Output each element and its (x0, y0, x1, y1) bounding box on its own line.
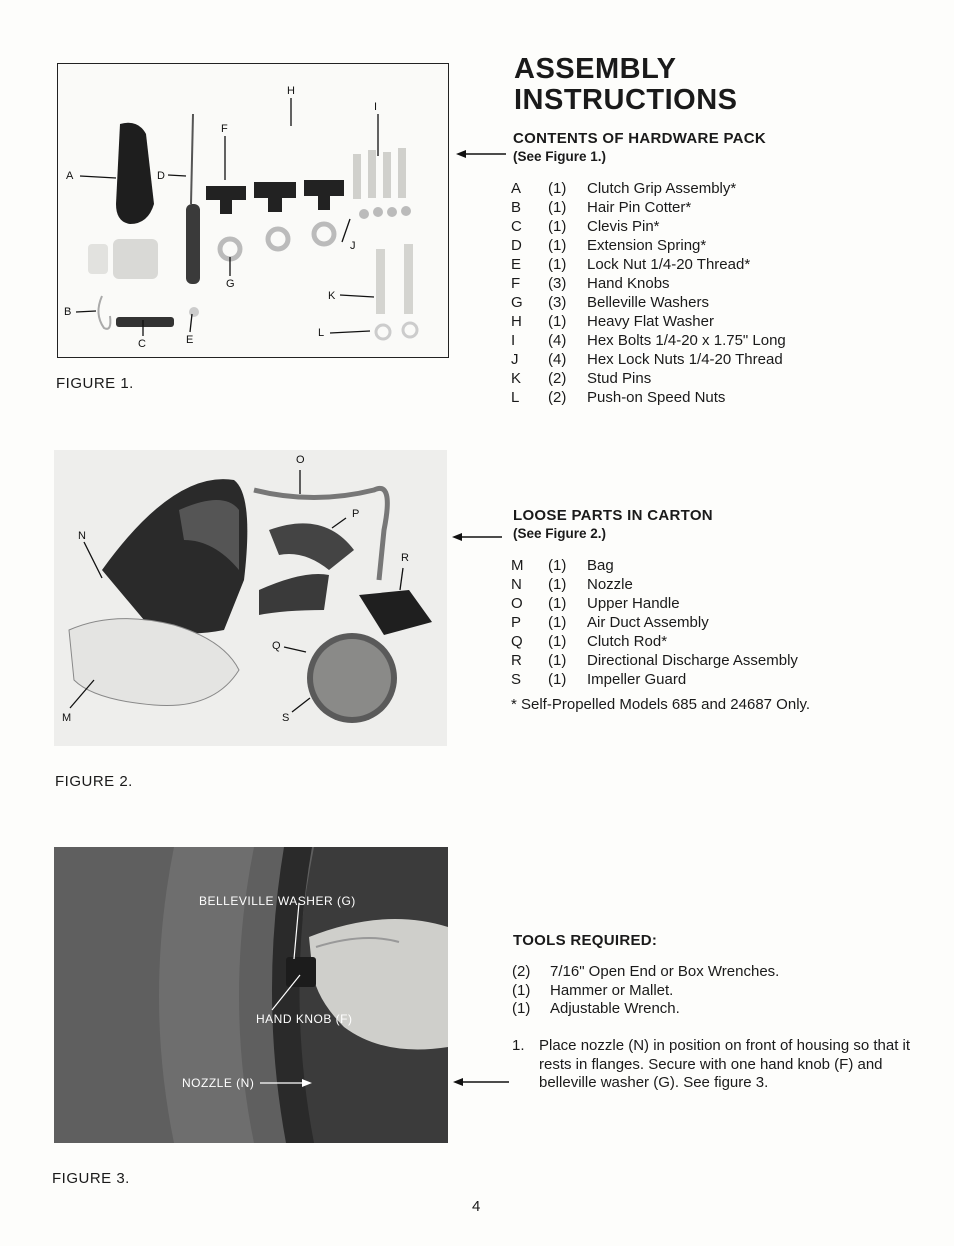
list-item (511, 275, 931, 294)
tool-qty: (2) (512, 963, 531, 980)
item-qty: (2) (548, 370, 567, 387)
figure-3-caption: FIGURE 3. (52, 1170, 130, 1187)
fig2-label-r: R (401, 552, 409, 564)
item-desc: Directional Discharge Assembly (587, 652, 798, 669)
list-item (511, 671, 931, 690)
item-qty: (1) (548, 671, 567, 688)
pointer-arrow-icon (453, 1076, 509, 1088)
item-letter: Q (511, 633, 523, 650)
page-number: 4 (472, 1198, 481, 1215)
figure-3-photo (54, 847, 448, 1143)
list-item (511, 256, 931, 275)
list-item (511, 595, 931, 614)
item-desc: Clevis Pin* (587, 218, 660, 235)
item-desc: Upper Handle (587, 595, 680, 612)
list-item (511, 652, 931, 671)
item-letter: I (511, 332, 516, 349)
item-letter: E (511, 256, 522, 273)
list-item (511, 614, 931, 633)
item-desc: Heavy Flat Washer (587, 313, 714, 330)
item-letter: H (511, 313, 522, 330)
figure-1-photo (57, 63, 449, 358)
item-letter: R (511, 652, 522, 669)
item-letter: D (511, 237, 522, 254)
item-letter: J (511, 351, 519, 368)
fig1-label-i: I (374, 101, 378, 113)
figure-1-caption: FIGURE 1. (56, 375, 134, 392)
tool-desc: Hammer or Mallet. (550, 982, 674, 999)
list-item (511, 237, 931, 256)
item-qty: (1) (548, 595, 567, 612)
fig2-label-p: P (352, 508, 360, 520)
item-desc: Hex Lock Nuts 1/4-20 Thread (587, 351, 783, 368)
item-qty: (1) (548, 557, 567, 574)
loose-parts-illustration (54, 450, 447, 746)
list-item (511, 557, 931, 576)
list-item (511, 370, 931, 389)
item-desc: Extension Spring* (587, 237, 707, 254)
fig1-label-j: J (350, 240, 356, 252)
fig1-label-b: B (64, 306, 72, 318)
item-desc: Hair Pin Cotter* (587, 199, 692, 216)
hardware-pack-subheading: (See Figure 1.) (513, 149, 607, 164)
item-qty: (1) (548, 614, 567, 631)
item-letter: B (511, 199, 522, 216)
item-qty: (1) (548, 652, 567, 669)
list-item (511, 199, 931, 218)
fig2-label-q: Q (272, 640, 281, 652)
item-letter: K (511, 370, 522, 387)
list-item (511, 218, 931, 237)
item-desc: Push-on Speed Nuts (587, 389, 726, 406)
item-desc: Impeller Guard (587, 671, 687, 688)
fig1-label-f: F (221, 123, 228, 135)
fig2-label-m: M (62, 712, 72, 724)
fig1-label-h: H (287, 85, 295, 97)
nozzle-install-illustration (54, 847, 448, 1143)
list-item (511, 313, 931, 332)
item-desc: Bag (587, 557, 614, 574)
item-letter: G (511, 294, 523, 311)
item-letter: M (511, 557, 524, 574)
item-desc: Lock Nut 1/4-20 Thread* (587, 256, 751, 273)
item-letter: C (511, 218, 522, 235)
tool-desc: Adjustable Wrench. (550, 1000, 680, 1017)
item-letter: N (511, 576, 522, 593)
item-letter: P (511, 614, 522, 631)
tool-qty: (1) (512, 1000, 531, 1017)
list-item (511, 633, 931, 652)
figure-2-caption: FIGURE 2. (55, 773, 133, 790)
item-desc: Belleville Washers (587, 294, 709, 311)
fig2-label-n: N (78, 530, 86, 542)
hardware-parts-illustration (58, 64, 448, 357)
item-letter: S (511, 671, 522, 688)
page-title (514, 54, 738, 116)
page-title-line-1: ASSEMBLY (514, 53, 677, 85)
item-qty: (1) (548, 633, 567, 650)
tool-qty: (1) (512, 982, 531, 999)
loose-parts-subheading: (See Figure 2.) (513, 526, 607, 541)
item-desc: Hex Bolts 1/4-20 x 1.75" Long (587, 332, 786, 349)
item-qty: (4) (548, 351, 567, 368)
list-item (511, 180, 931, 199)
fig1-label-e: E (186, 334, 194, 346)
pointer-arrow-icon (456, 148, 506, 160)
list-item (511, 389, 931, 408)
step-text: Place nozzle (N) in position on front of housing so that it rests in flanges. Secure with one hand knob (F) and belleville washer (G). See figure 3. (539, 1037, 911, 1091)
item-qty: (1) (548, 218, 567, 235)
step-number: 1. (512, 1037, 525, 1054)
tools-heading: TOOLS REQUIRED: (513, 932, 658, 949)
item-qty: (3) (548, 275, 567, 292)
item-desc: Nozzle (587, 576, 633, 593)
item-qty: (4) (548, 332, 567, 349)
pointer-arrow-icon (452, 531, 502, 543)
fig2-label-s: S (282, 712, 290, 724)
item-desc: Hand Knobs (587, 275, 670, 292)
item-qty: (3) (548, 294, 567, 311)
item-qty: (1) (548, 237, 567, 254)
fig1-label-c: C (138, 338, 146, 350)
list-item (511, 332, 931, 351)
tool-desc: 7/16" Open End or Box Wrenches. (550, 963, 780, 980)
hardware-pack-heading: CONTENTS OF HARDWARE PACK (513, 130, 767, 147)
list-item (511, 351, 931, 370)
item-desc: Clutch Rod* (587, 633, 668, 650)
item-desc: Clutch Grip Assembly* (587, 180, 737, 197)
list-item (511, 576, 931, 595)
fig1-label-l: L (318, 327, 325, 339)
item-qty: (1) (548, 576, 567, 593)
item-letter: L (511, 389, 520, 406)
item-desc: Air Duct Assembly (587, 614, 709, 631)
fig3-label-knob: HAND KNOB (F) (256, 1012, 353, 1026)
item-letter: F (511, 275, 521, 292)
item-qty: (1) (548, 199, 567, 216)
fig1-label-k: K (328, 290, 336, 302)
list-item (511, 294, 931, 313)
figure-2-photo (54, 450, 447, 746)
fig3-label-washer: BELLEVILLE WASHER (G) (199, 894, 356, 908)
fig3-label-nozzle: NOZZLE (N) (182, 1076, 255, 1090)
item-qty: (1) (548, 313, 567, 330)
self-propelled-note: * Self-Propelled Models 685 and 24687 Only. (511, 696, 811, 713)
fig1-label-g: G (226, 278, 235, 290)
item-qty: (1) (548, 180, 567, 197)
item-qty: (1) (548, 256, 567, 273)
fig1-label-d: D (157, 170, 165, 182)
item-desc: Stud Pins (587, 370, 652, 387)
item-letter: O (511, 595, 523, 612)
item-qty: (2) (548, 389, 567, 406)
fig2-label-o: O (296, 454, 305, 466)
loose-parts-heading: LOOSE PARTS IN CARTON (513, 507, 713, 524)
item-letter: A (511, 180, 522, 197)
page-title-line-2: INSTRUCTIONS (514, 84, 738, 116)
fig1-label-a: A (66, 170, 74, 182)
